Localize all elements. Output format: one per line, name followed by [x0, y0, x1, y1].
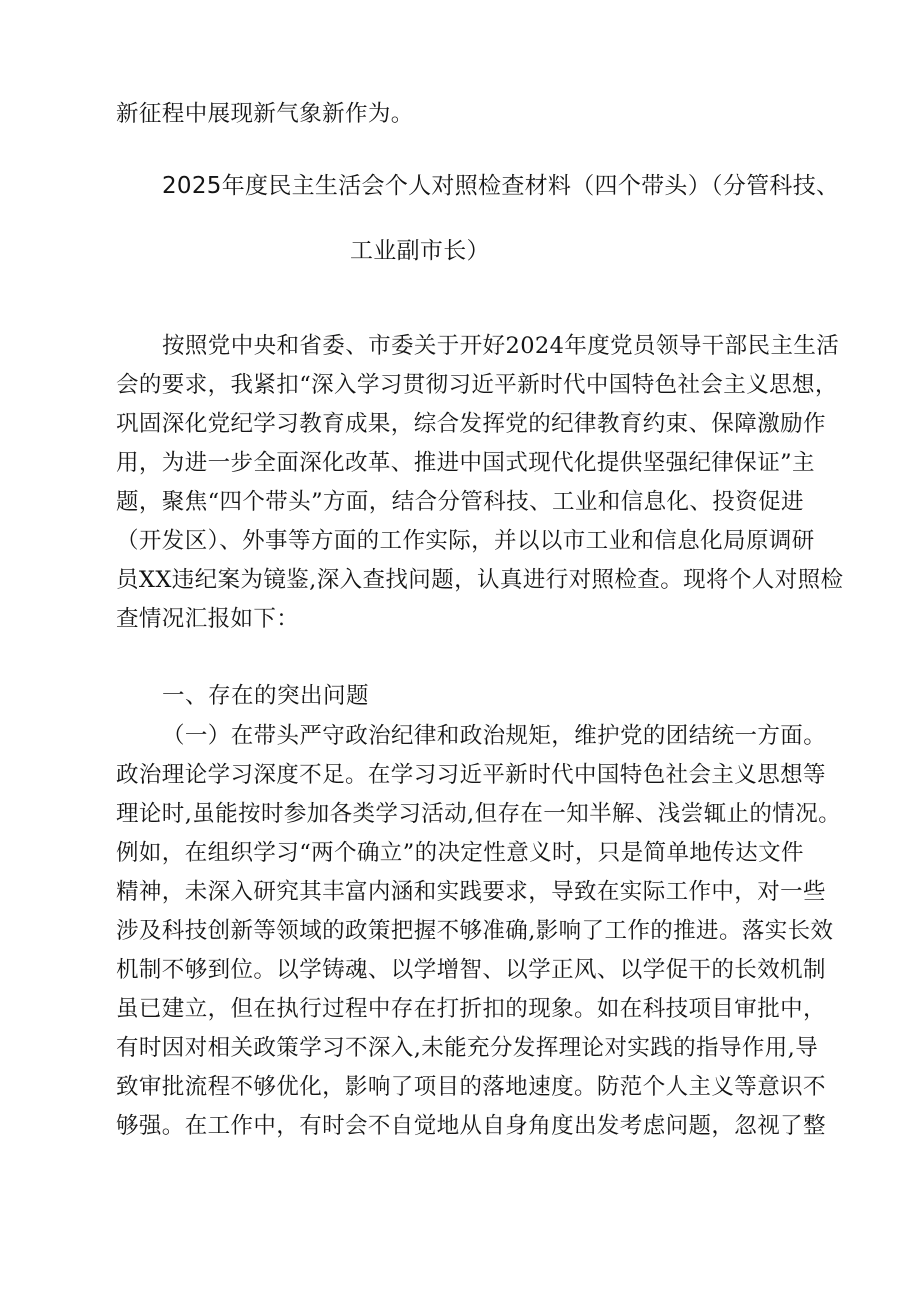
body-line: 虽已建立，但在执行过程中存在打折扣的现象。如在科技项目审批中， — [116, 996, 826, 1022]
previous-section-tail: 新征程中展现新气象新作为。 — [116, 101, 414, 127]
section-heading: 一、存在的突出问题 — [162, 683, 370, 709]
body-line: 例如，在组织学习“两个确立”的决定性意义时，只是简单地传达文件 — [116, 840, 804, 866]
document-title-line-1: 2025年度民主生活会个人对照检查材料（四个带头）（分管科技、 — [162, 173, 840, 199]
body-line: 致审批流程不够优化，影响了项目的落地速度。防范个人主义等意识不 — [116, 1074, 826, 1100]
intro-line: （开发区）、外事等方面的工作实际，并以以市工业和信息化局原调研 — [116, 528, 815, 554]
document-title-line-2: 工业副市长） — [350, 238, 490, 264]
body-line: 机制不够到位。以学铸魂、以学增智、以学正风、以学促干的长效机制 — [116, 957, 826, 983]
intro-line: 题，聚焦“四个带头”方面，结合分管科技、工业和信息化、投资促进 — [116, 489, 804, 515]
body-line: 精神，未深入研究其丰富内涵和实践要求，导致在实际工作中，对一些 — [116, 879, 826, 905]
body-line: 理论时,虽能按时参加各类学习活动,但存在一知半解、浅尝辄止的情况。 — [116, 801, 842, 827]
body-line: 够强。在工作中，有时会不自觉地从自身角度出发考虑问题，忽视了整 — [116, 1113, 826, 1139]
body-line: 有时因对相关政策学习不深入,未能充分发挥理论对实践的指导作用,导 — [116, 1035, 819, 1061]
body-line: 涉及科技创新等领域的政策把握不够准确,影响了工作的推进。落实长效 — [116, 918, 834, 944]
intro-line: 员XX违纪案为镜鉴,深入查找问题，认真进行对照检查。现将个人对照检 — [116, 567, 844, 593]
body-line: 政治理论学习深度不足。在学习习近平新时代中国特色社会主义思想等 — [116, 762, 826, 788]
intro-line: 用，为进一步全面深化改革、推进中国式现代化提供坚强纪律保证”主 — [116, 450, 815, 476]
body-line: （一）在带头严守政治纪律和政治规矩，维护党的团结统一方面。 — [162, 723, 827, 749]
intro-line: 巩固深化党纪学习教育成果，综合发挥党的纪律教育约束、保障激励作 — [116, 411, 826, 437]
intro-line: 会的要求，我紧扣“深入学习贯彻习近平新时代中国特色社会主义思想， — [116, 372, 838, 398]
intro-line: 查情况汇报如下： — [116, 606, 300, 632]
intro-line: 按照党中央和省委、市委关于开好2024年度党员领导干部民主生活 — [162, 333, 840, 359]
